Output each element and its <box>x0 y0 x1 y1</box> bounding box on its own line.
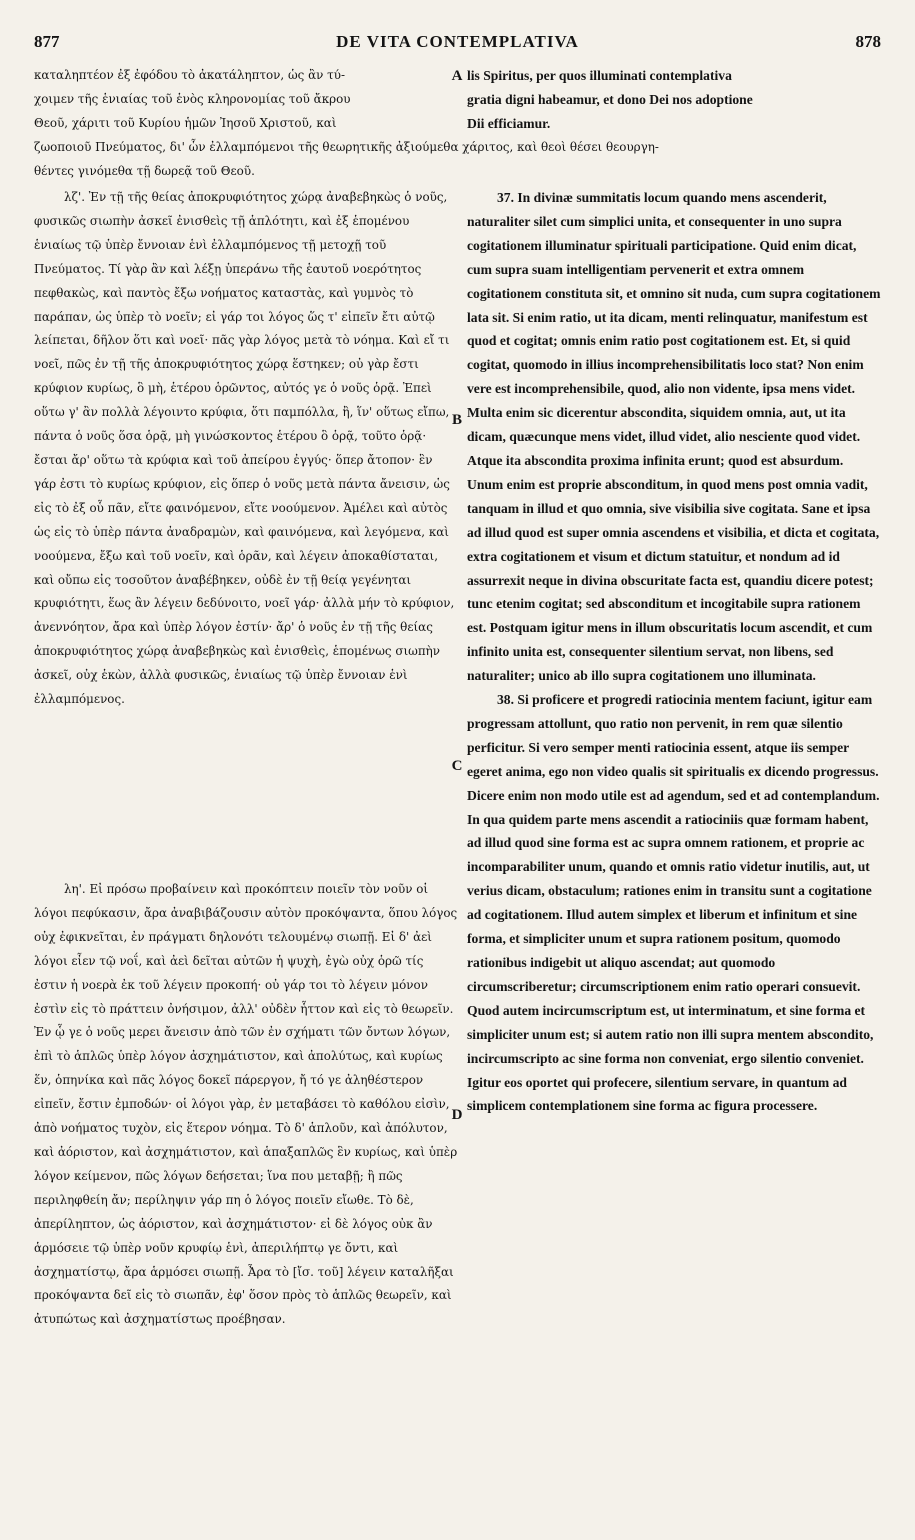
greek-top-line: Θεοῦ, χάριτι τοῦ Κυρίου ἡμῶν Ἰησοῦ Χριστοῦ, καὶ <box>34 115 337 130</box>
latin-top-line: Dii efficiamur. <box>467 115 551 131</box>
greek-full-line: θέντες γινόμεθα τῇ δωρεᾷ τοῦ Θεοῦ. <box>34 163 255 178</box>
margin-marker-a: A <box>451 68 463 84</box>
greek-top-block <box>34 64 458 139</box>
latin-sections <box>467 186 881 1508</box>
margin-marker-c: C <box>451 758 463 774</box>
latin-top-line: lis Spiritus, per quos illuminati contemplativa <box>467 68 732 83</box>
right-page-number: 878 <box>855 32 881 51</box>
margin-marker-b: B <box>451 412 462 428</box>
running-header <box>34 32 881 58</box>
greek-full-width-block <box>34 136 884 186</box>
greek-top-line: χοιμεν τῆς ἑνιαίας τοῦ ἑνὸς κληρονομίας τοῦ ἄκρου <box>34 91 351 106</box>
latin-paragraph-37: 37. In divinæ summitatis locum quando mens ascenderit, naturaliter silet cum simplici unita, et consequenter in uno supra cogitationem illuminatur spirituali participatione. Quid enim dicat, cum supra suam intelligentiam pervenerit et extra omnem cogitationem constituta sit, et omnino sit nuda, cum supra cogitationem lata sit. Si enim ratio, ut ita dicam, menti relinquatur, manifestum est quod et cogitat; omnis enim ratio post cogitationem est. Et, si quid cogitat, quomodo in illius incomprehensibilitatis loco stat? Non enim vere est incomprehensibile, quod, alio non vidente, ipsa mens videt. Multa enim sic dicerentur abscondita, siquidem omnia, aut, ut ita dicam, quæcunque mens videt, illud videt, alio nesciente quod videt. Atque ita abscondita proxima infinita erunt; quod est absurdum. Unum enim est proprie absconditum, in quod mens post omnia vadit, tanquam in illud et quo omnia, sive visibilia sive cogitata. Sane et ipsa ad illud quod est super omnia ascendens et visibilia, et dicta et cogitata, extra cogitationem et visum et dictum statuitur, et nondum ad id assurrexit neque in divina obscuritate facta est, quandiu dicere potest; tunc etenim cogitat; sed absconditum et incogitabile supra rationem est. Postquam igitur mens in illum obscuritatis locum ascendit, et cum infinito unita est, consequenter silentium servat, non libens, sed naturaliter; unico ab illo supra cogitationem uno illuminata. <box>467 190 881 684</box>
latin-top-block <box>467 64 881 139</box>
greek-top-line: καταληπτέον ἐξ ἐφόδου τὸ ἀκατάληπτον, ὡς ἂν τύ- <box>34 68 345 82</box>
latin-paragraph-38: 38. Si proficere et progredi ratiocinia mentem faciunt, igitur eam progressam attollunt, quo ratio non pervenit, in rem quæ silentio perficitur. Si vero semper menti ratiocinia essent, atque iis semper egeret anima, ego non video qualis sit spiritualis ex dicendo progressus. Dicere enim non modo utile est ad agendum, sed et ad contemplandum. In qua quidem parte mens ascendit a ratiociniis quæ formam habent, ad illud quod sine forma est ac supra omnem rationem, et proprie ac incomparabiliter unum, quando et omnis ratio videtur inutilis, aut, ut verius dicam, obstaculum; rationes enim in transitu sunt a cogitatione ad cogitationem. Illud autem simplex et liberum et infinitum et sine forma, et simpliciter unum et supra rationem positum, quomodo rationibus indigebit ut aliquo ascendat; aut quomodo circumscriberetur; circumscriptionem enim ratio operari consuevit. Quod autem incircumscriptum est, ut interminatum, et sine forma et simpliciter unum est; si autem ratio non illi supra mentem abscondito, incircumscripto ac sine forma non conveniat, ergo silentio conveniet. Igitur eos oportet qui profecere, silentium servare, in quantum ad simplicem contemplationem sine forma ac figura processere. <box>467 692 880 1114</box>
running-title: DE VITA CONTEMPLATIVA <box>336 32 579 51</box>
margin-marker-d: D <box>451 1107 463 1123</box>
left-page-number: 877 <box>34 32 60 51</box>
greek-section-37 <box>34 186 458 840</box>
greek-paragraph-38: λη'. Εἰ πρόσω προβαίνειν καὶ προκόπτειν ποιεῖν τὸν νοῦν οἱ λόγοι πεφύκασιν, ἄρα ἀναβιβάζουσιν αὐτὸν προκόψαντα, ὅπου λόγος οὐχ ἐφικνεῖται, ἐν πράγματι δηλονότι τελουμένῳ σιωπῇ. Εἰ δ' ἀεὶ λόγοι εἶεν τῷ νοΐ, καὶ ἀεὶ δεῖται αὐτῶν ἡ ψυχὴ, ἐγὼ οὐχ ὁρῶ τίς ἐστιν ἡ νοερὰ ἐκ τοῦ λέγειν προκοπή· οὐ γάρ τοι τὸ λέγειν μόνον ἐστὶν εἰς τὸ πράττειν ὀνήσιμον, ἀλλ' οὐδὲν ἧττον καὶ εἰς τὸ θεωρεῖν. Ἐν ᾧ γε ὁ νοῦς μερει ἄνεισιν ἀπὸ τῶν ἐν σχήματι τῶν ὄντων λόγων, ἐπὶ τὸ ἁπλῶς ὑπὲρ λόγον ἀσχημάτιστον, καὶ ἀπολύτως, καὶ κυρίως ἕν, ὁπηνίκα καὶ πᾶς λόγος δοκεῖ πάρεργον, ἤ τό γε ἀληθέστερον εἰπεῖν, ἔστιν ἐμποδών· οἱ λόγοι γὰρ, ἐν μεταβάσει τὸ καθόλου εἰσὶν, ἀπὸ νοήματος τυχὸν, εἰς ἕτερον νόημα. Τὸ δ' ἁπλοῦν, καὶ ἀπόλυτον, καὶ ἀόριστον, καὶ ἀσχημάτιστον, καὶ ἁπαξαπλῶς ἓν κυρίως, καὶ ὑπὲρ λόγον κείμενον, πῶς λόγων δεήσεται; ἵνα που μεταβῇ; ἢ πῶς περιληφθείη ἄν; περίληψιν γάρ πη ὁ λόγος ποιεῖν εἴωθε. Τὸ δὲ, ἀπερίληπτον, ὡς ἀόριστον, καὶ ἀσχημάτιστον· εἰ δὲ λόγος οὐκ ἂν ἁρμόσειε τῷ ὑπὲρ νοῦν κρυφίῳ ἑνὶ, ἀπεριλήπτῳ γε ὄντι, καὶ ἀσχηματίστῳ, ἄρα ἁρμόσει σιωπῇ. Ἆρα τὸ [ἴσ. τοῦ] λέγειν καταλῆξαι προκόψαντα δεῖ εἰς τὸ σιωπᾶν, ἐφ' ὅσον πρὸς τὸ ἁπλῶς θεωρεῖν, καὶ ἀτυπώτως καὶ ἀσχηματίστως προέβησαν. <box>34 882 458 1327</box>
greek-paragraph-37: λζ'. Ἐν τῇ τῆς θείας ἀποκρυφιότητος χώρᾳ ἀναβεβηκὼς ὁ νοῦς, φυσικῶς σιωπὴν ἀσκεῖ ἐνισθεὶς τῇ ἁπλότητι, καὶ ἐξ ἑπομένου ἑνιαίως τῷ ὑπὲρ ἔννοιαν ἑνὶ ἐλλαμπόμενος τῇ μετοχῇ τοῦ Πνεύματος. Τί γὰρ ἂν καὶ λέξῃ ὑπεράνω τῆς ἑαυτοῦ νοερότητος πεφθακὼς, καὶ παντὸς ἔξω νοήματος καταστὰς, καὶ γυμνὸς τὸ παράπαν, ὡς ὑπὲρ τὸ νοεῖν; εἰ γάρ τοι λόγος ὥς τ' εἰπεῖν ἔτι αὐτῷ λείπεται, δῆλον ὅτι καὶ νοεῖ· πᾶς γὰρ λόγος μετὰ τὸ νόημα. Καὶ εἴ τι νοεῖ, πῶς ἐν τῇ τῆς ἀποκρυφιότητος χώρᾳ ἕστηκεν; οὐ γὰρ ἔστι κρύφιον κυρίως, ὃ μὴ, ἑτέρου ὁρῶντος, αὐτός γε ὁ νοῦς ὁρᾷ. Ἐπεὶ οὕτω γ' ἂν πολλὰ λέγοιντο κρύφια, ὅτι παμπόλλα, ἢ, ἵν' οὕτως εἴπω, πάντα ὁ νοῦς ὅσα ὁρᾷ, μὴ γινώσκοντος ἑτέρου ὃ ὁρᾷ, τοῦτο ὁρᾷ· ἔσται ἄρ' οὕτω τὰ κρύφια καὶ τοῦ ἀπείρου ἐγγύς· ὅπερ ἄτοπον· ἓν γάρ ἐστι τὸ κυρίως κρύφιον, εἰς ὅπερ ὁ νοῦς μετὰ πάντα ἄνεισιν, ὡς εἰς τὸ ἐξ οὗ πᾶν, εἴτε φαινόμενον, εἴτε νοούμενον. Ἀμέλει καὶ αὐτὸς ὡς εἰς τὸ ὑπὲρ πάντα ἀναδραμὼν, καὶ φαινόμενα, καὶ λεγόμενα, καὶ νοούμενα, ἔξω καὶ τοῦ νοεῖν, καὶ ὁρᾶν, καὶ λέγειν ἀποκαθίσταται, καὶ οὔπω εἰς τοσοῦτον ἀναβέβηκεν, οὐδὲ ἐν τῇ θείᾳ γεγένηται κρυφιότητι, ἕως ἂν λέγειν δεδύνοιτο, νοεῖ γάρ· ἀλλὰ μήν τὸ κρύφιον, ἀνεννόητον, ἄρα καὶ ὑπὲρ λόγον ἐστίν· ἄρ' ὁ νοῦς ἐν τῇ τῆς θείας ἀποκρυφιότητος χώρᾳ ἀναβεβηκὼς καὶ ἐνισθεὶς, ἑπομένως σιωπὴν ἀσκεῖ, οὐχ ἑκὼν, ἀλλὰ φυσικῶς, ἑνιαίως τῷ ὑπὲρ ἔννοιαν ἑνὶ ἐλλαμπόμενος. <box>34 190 455 707</box>
greek-full-line: ζωοποιοῦ Πνεύματος, δι' ὧν ἐλλαμπόμενοι τῆς θεωρητικῆς ἀξιούμεθα χάριτος, καὶ θεοὶ θέσει θεουργη- <box>34 140 659 154</box>
latin-top-line: gratia digni habeamur, et dono Dei nos adoptione <box>467 91 753 107</box>
greek-section-38 <box>34 878 458 1508</box>
